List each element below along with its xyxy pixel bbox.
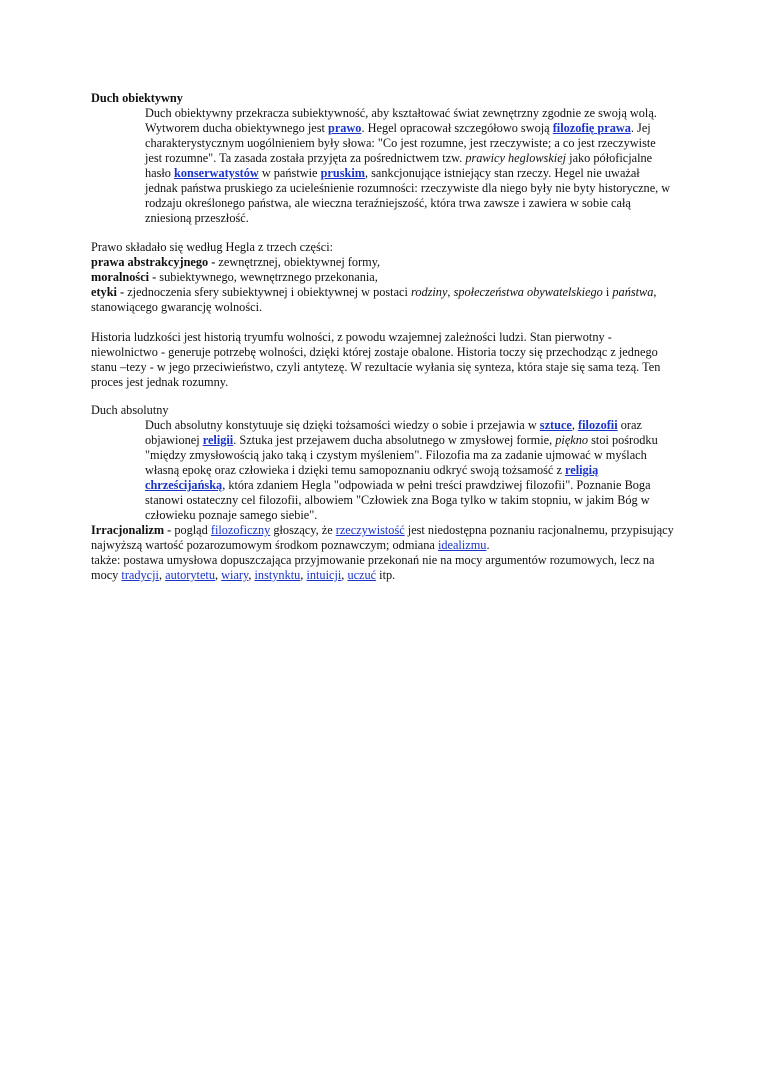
link-instynktu[interactable]: instynktu: [254, 568, 301, 582]
paragraph-duch-obiektywny: Duch obiektywny przekracza subiektywność, aby kształtować świat zewnętrzny zgodnie ze swoją wolą. Wytworem ducha obiektywnego jest prawo. Hegel opracował szczegółowo swoją filozofię prawa. Jej charakterystycznym uogólnieniem były słowa: "Co jest rozumne, jest rzeczywiste; a co jest rzeczywiste jest rozumne". Ta zasada została przyjęta za pośrednictwem tzw. prawicy heglowskiej jako półoficjalne hasło konserwatystów w państwie pruskim, sankcjonujące istniejący stan rzeczy. Hegel nie uważał jednak państwa pruskiego za ucieleśnienie rozumności: rzeczywiste dla niego były nie byty historyczne, w rodzaju określonego państwa, ale wieczna teraźniejszość, która trwa zawsze i zawiera w sobie całą zniesioną przeszłość.: [145, 106, 671, 225]
link-prawo[interactable]: prawo: [327, 121, 362, 135]
paragraph-historia: Historia ludzkości jest historią tryumfu wolności, z powodu wzajemnej zależności ludzi. Stan pierwotny - niewolnictwo - generuje potrzebę wolności, dzięki której zostaje obalone. Historia toczy się przechodząc z jednego stanu –tezy - w jego przeciwieństwo, czyli antytezę. W rezultacie wyłania się synteza, która staje się sama tezą. Ten proces jest jednak rozumny.: [91, 330, 661, 389]
link-rzeczywistosc[interactable]: rzeczywistość: [335, 523, 405, 537]
emphasis-piekno: piękno: [555, 433, 589, 447]
link-religia-chrzescijanska[interactable]: religią chrześcijańską: [145, 463, 599, 492]
emphasis-prawicy-heglowskiej: prawicy heglowskiej: [465, 151, 567, 165]
link-sztuce[interactable]: sztuce: [539, 418, 572, 432]
link-intuicji[interactable]: intuicji: [306, 568, 342, 582]
link-filozofii[interactable]: filozofii: [578, 418, 618, 432]
paragraph-takze: także: postawa umysłowa dopuszczająca przyjmowanie przekonań nie na mocy argumentów rozumowych, lecz na mocy tradycji, autorytetu, wiary, instynktu, intuicji, uczuć itp.: [91, 553, 655, 582]
link-uczuc[interactable]: uczuć: [347, 568, 377, 582]
link-autorytetu[interactable]: autorytetu: [165, 568, 215, 582]
paragraph-duch-absolutny: Duch absolutny konstytuuje się dzięki tożsamości wiedzy o sobie i przejawia w sztuce, filozofii oraz objawionej religii. Sztuka jest przejawem ducha absolutnego w zmysłowej formie, piękno stoi pośrodku "między zmysłowością jako taką i czystym myśleniem". Filozofia ma za zadanie ujmować w myślach własną epokę oraz człowieka i dzięki temu samopoznaniu odkryć swoją tożsamość z religią chrześcijańską, która zdaniem Hegla "odpowiada w pełni treści prawdziwej filozofii". Poznanie Boga stanowi ostateczny cel filozofii, albowiem "Człowiek zna Boga tylko w takim stopniu, w jakim Bóg w człowieku poznaje samego siebie".: [145, 418, 658, 522]
link-religii[interactable]: religii: [202, 433, 234, 447]
link-idealizmu[interactable]: idealizmu: [437, 538, 487, 552]
paragraph-prawo-intro: Prawo składało się według Hegla z trzech części:: [91, 240, 334, 254]
document-body: [91, 91, 681, 583]
link-tradycji[interactable]: tradycji: [121, 568, 159, 582]
link-filozofie-prawa[interactable]: filozofię prawa: [552, 121, 631, 135]
link-wiary[interactable]: wiary: [221, 568, 249, 582]
list-item-prawa-abstrakcyjnego: prawa abstrakcyjnego - zewnętrznej, obiektywnej formy,: [91, 255, 381, 269]
heading-duch-obiektywny: Duch obiektywny: [91, 91, 183, 105]
list-item-etyki: etyki - zjednoczenia sfery subiektywnej i obiektywnej w postaci rodziny, społeczeństwa obywatelskiego i państwa, stanowiącego gwarancję wolności.: [91, 285, 657, 314]
list-item-moralnosci: moralności - subiektywnego, wewnętrznego przekonania,: [91, 270, 378, 284]
heading-duch-absolutny: Duch absolutny: [91, 403, 169, 417]
link-filozoficzny[interactable]: filozoficzny: [210, 523, 271, 537]
link-konserwatystow[interactable]: konserwatystów: [174, 166, 259, 180]
paragraph-irracjonalizm: Irracjonalizm - pogląd filozoficzny głoszący, że rzeczywistość jest niedostępna poznaniu racjonalnemu, przypisujący najwyższą wartość pozarozumowym środkom poznawczym; odmiana idealizmu.: [91, 523, 674, 552]
link-pruskim[interactable]: pruskim: [320, 166, 365, 180]
